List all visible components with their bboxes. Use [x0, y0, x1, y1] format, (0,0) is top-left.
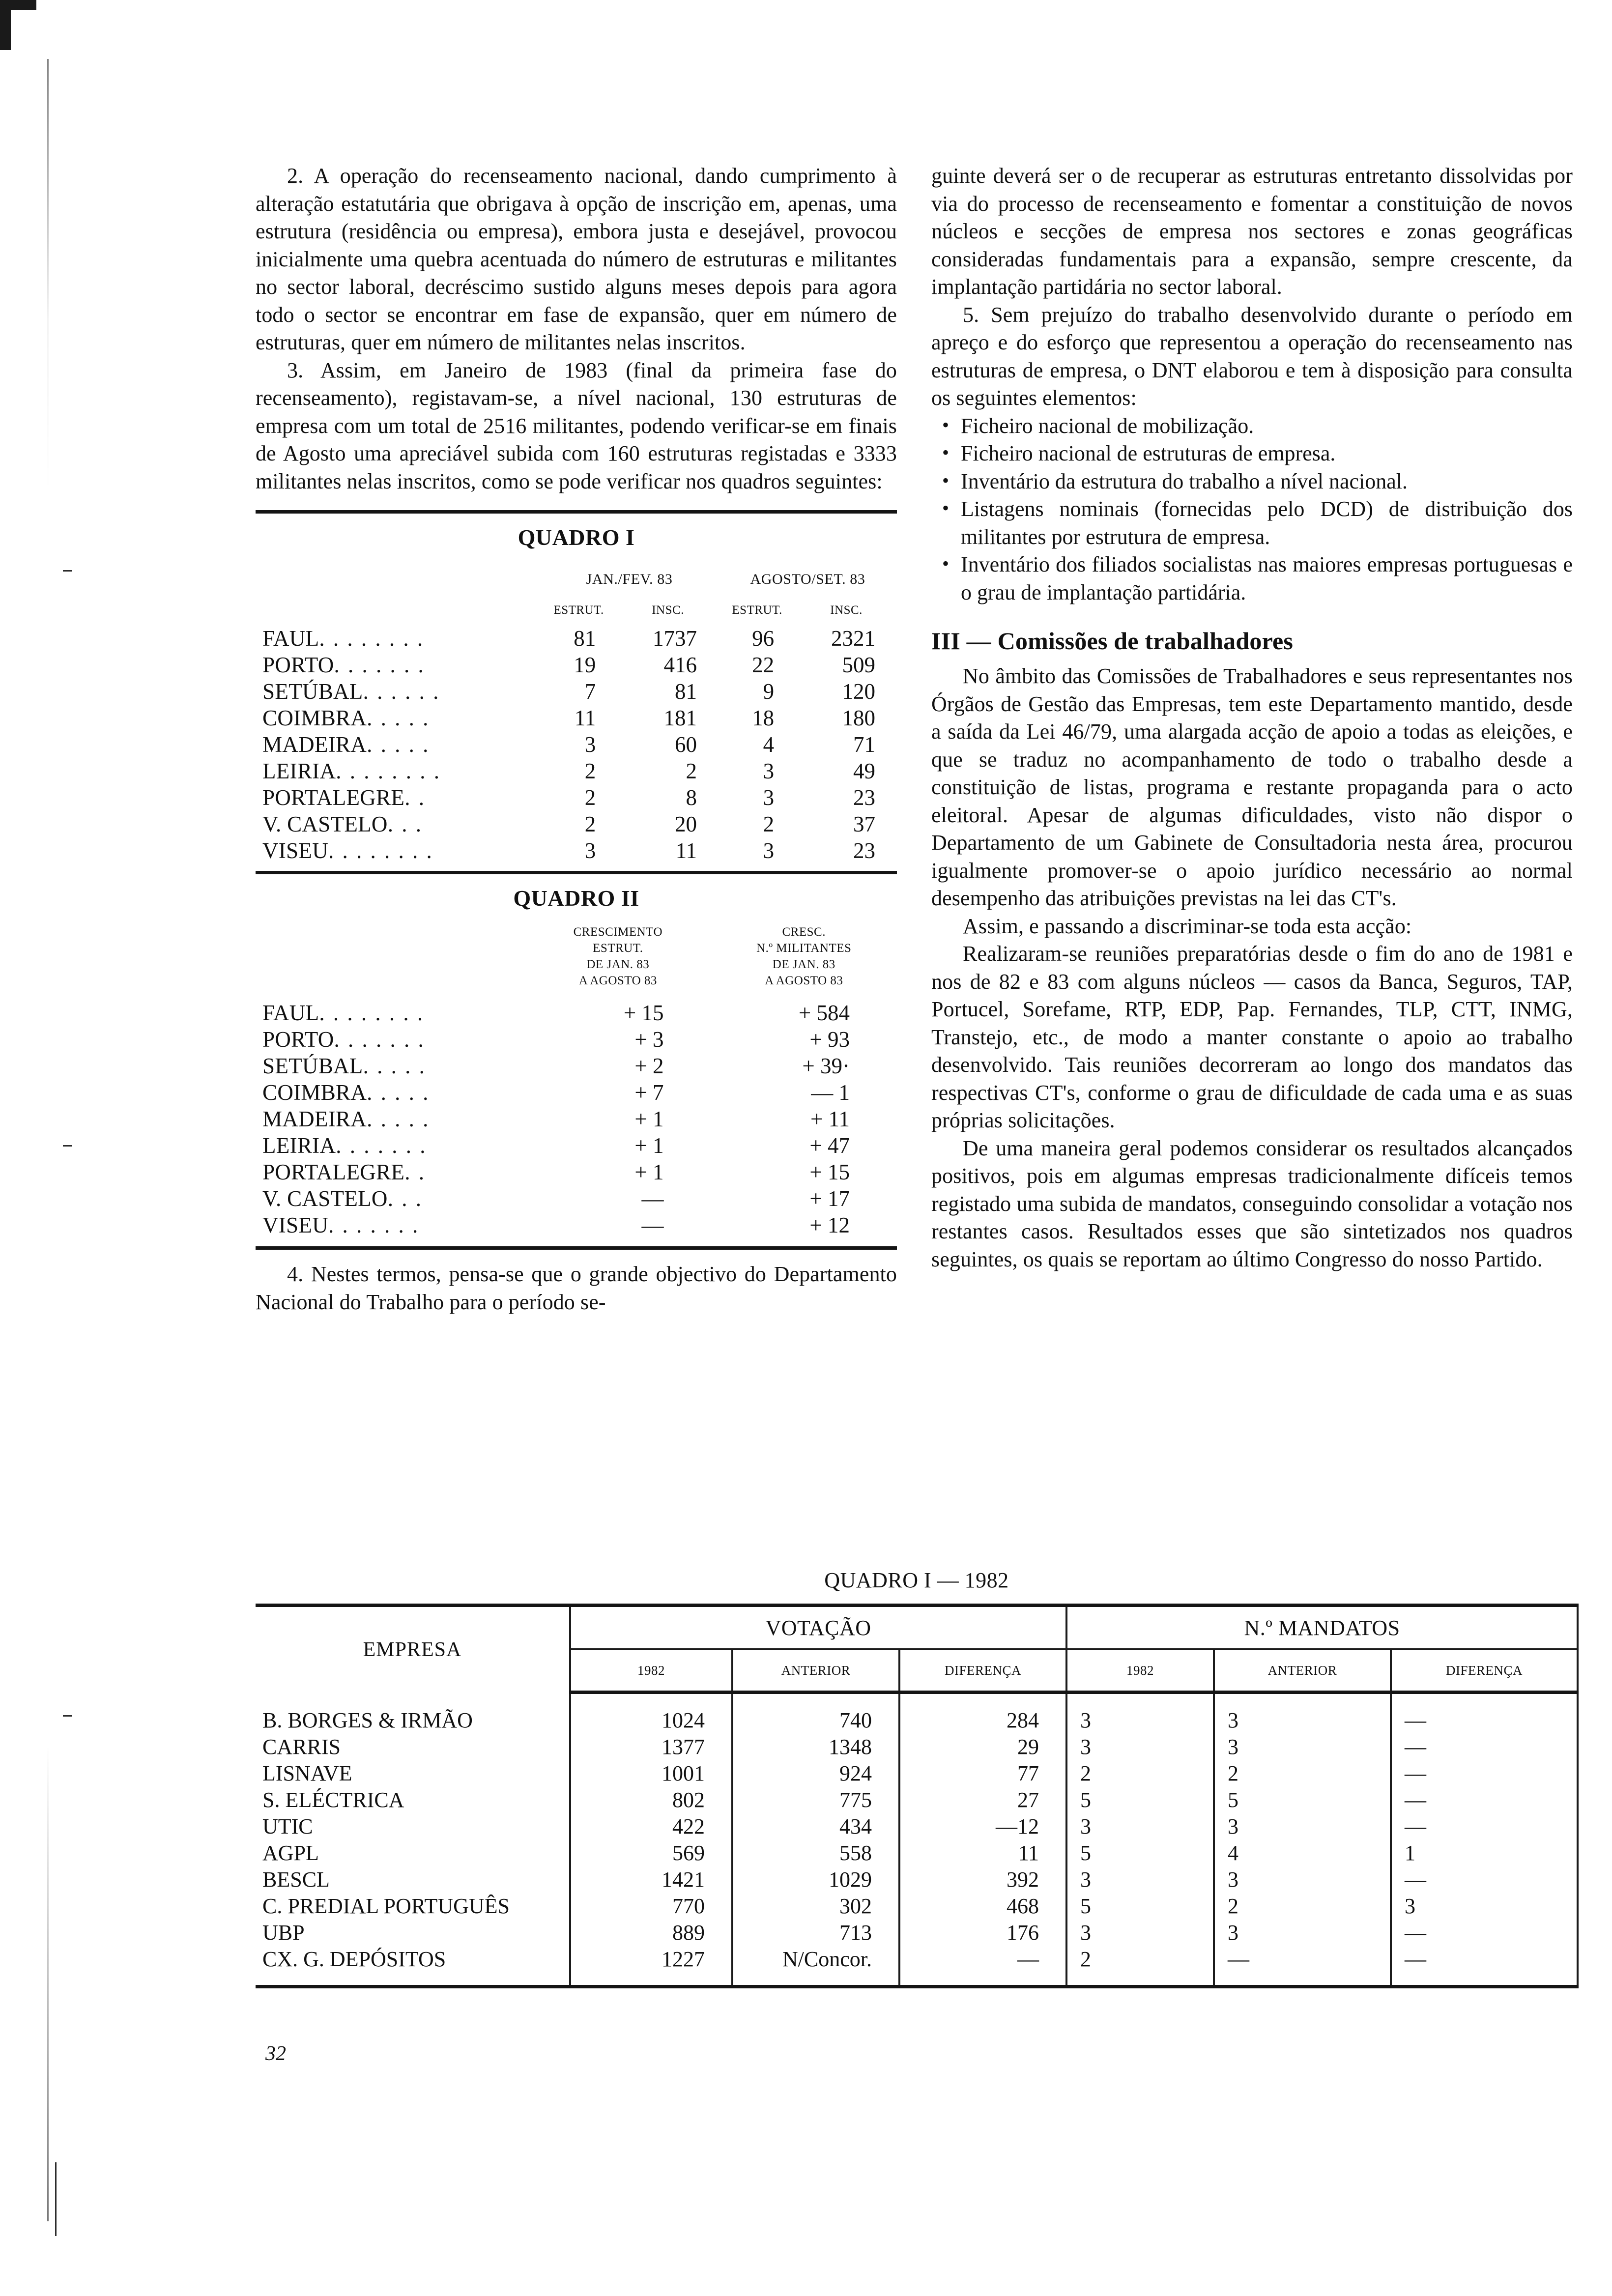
left-column	[256, 162, 897, 1316]
row-label: SETÚBAL	[262, 1054, 363, 1078]
cell-empresa: C. PREDIAL PORTUGUÊS	[262, 1894, 510, 1918]
table-row	[256, 1946, 1578, 1972]
cell-ago-estrut: 96	[752, 626, 775, 651]
cell-man-1982: 2	[1066, 1946, 1214, 1972]
cell-cresc-militantes: + 584	[798, 1001, 850, 1025]
cell-vot-diferenca: 284	[899, 1707, 1066, 1733]
header-line: CRESCIMENTO	[573, 925, 663, 939]
table-row	[256, 1733, 1578, 1760]
cell-cresc-estrut: + 1	[634, 1160, 664, 1184]
cell-cresc-estrut: + 1	[634, 1107, 664, 1131]
table-row	[256, 1760, 1578, 1786]
quadro-1982-section	[256, 1568, 1578, 1988]
cell-vot-diferenca: 11	[899, 1839, 1066, 1866]
cell-cresc-militantes: + 47	[809, 1133, 850, 1158]
row-leader-dots: . . . . . . .	[334, 1027, 425, 1052]
quadro-i-sub-estrut-ago: ESTRUT.	[732, 603, 782, 617]
list-item: • Listagens nominais (fornecidas pelo DCD) de distribuição dos militantes por estrutura de empresa.	[931, 495, 1573, 551]
cell-cresc-estrut: + 2	[634, 1054, 664, 1078]
table-row	[256, 1839, 1578, 1866]
table-row	[256, 1000, 897, 1026]
cell-man-1982: 5	[1066, 1839, 1214, 1866]
cell-cresc-estrut: + 7	[634, 1080, 664, 1105]
cell-jan-estrut: 3	[584, 732, 596, 757]
table-row	[256, 1866, 1578, 1893]
cell-empresa: LISNAVE	[262, 1761, 352, 1785]
cell-cresc-militantes: + 39·	[802, 1054, 850, 1078]
table-row	[256, 811, 897, 837]
cell-jan-estrut: 2	[584, 785, 596, 810]
row-label: LEIRIA	[262, 1133, 336, 1158]
row-leader-dots: . . . . . . .	[328, 1213, 420, 1237]
row-label: VISEU	[262, 838, 328, 863]
quadro-1982-table	[256, 1604, 1579, 1988]
cell-vot-anterior: 1029	[732, 1866, 899, 1893]
row-label: VISEU	[262, 1213, 328, 1237]
cell-vot-1982: 1377	[570, 1733, 732, 1760]
scan-tick-mark	[63, 570, 72, 572]
header-line: DE JAN. 83	[586, 958, 650, 971]
cell-jan-insc: 81	[675, 679, 697, 704]
cell-cresc-estrut: + 1	[634, 1133, 664, 1158]
row-leader-dots: . . . . .	[367, 732, 430, 757]
cell-vot-anterior: 434	[732, 1813, 899, 1839]
header-sub-man-anterior: ANTERIOR	[1214, 1649, 1391, 1693]
cell-empresa: S. ELÉCTRICA	[262, 1787, 404, 1812]
scan-tick-mark	[55, 2162, 57, 2236]
cell-jan-insc: 2	[686, 759, 697, 783]
row-leader-dots: . . . . .	[367, 1107, 430, 1131]
row-leader-dots: . . .	[387, 1186, 423, 1211]
cell-ago-insc: 71	[853, 732, 875, 757]
row-leader-dots: . . . . . . . .	[319, 1001, 425, 1025]
cell-vot-1982: 1001	[570, 1760, 732, 1786]
quadro-i-table	[256, 510, 897, 874]
cell-vot-anterior: 740	[732, 1707, 899, 1733]
paragraph-5: 5. Sem prejuízo do trabalho desenvolvido durante o período em apreço e do esforço que representou a operação do recenseamento nas estruturas de empresa, o DNT elaborou e tem à disposição para consulta os seguintes elementos:	[931, 302, 1573, 410]
cell-vot-anterior: 302	[732, 1893, 899, 1919]
table-row	[256, 1919, 1578, 1946]
two-column-body	[256, 162, 1573, 1316]
row-leader-dots: . . . . . . . .	[336, 759, 441, 783]
cell-empresa: CARRIS	[262, 1734, 341, 1759]
header-sub-man-1982: 1982	[1066, 1649, 1214, 1693]
header-line: DE JAN. 83	[772, 958, 835, 971]
cell-jan-insc: 181	[663, 706, 697, 730]
table-row	[256, 652, 897, 678]
paragraph-4: 4. Nestes termos, pensa-se que o grande objectivo do Departamento Nacional do Trabalho para o período se-	[256, 1262, 897, 1314]
cell-jan-estrut: 7	[584, 679, 596, 704]
cell-ago-insc: 120	[842, 679, 875, 704]
quadro-ii-title: QUADRO II	[513, 886, 639, 911]
cell-jan-insc: 416	[663, 653, 697, 677]
cell-ago-estrut: 9	[763, 679, 775, 704]
paragraph-assim: Assim, e passando a discriminar-se toda esta acção:	[963, 914, 1412, 938]
cell-vot-diferenca: 176	[899, 1919, 1066, 1946]
header-group-votacao: VOTAÇÃO	[570, 1606, 1066, 1650]
cell-vot-1982: 889	[570, 1919, 732, 1946]
list-item: • Inventário dos filiados socialistas nas maiores empresas portuguesas e o grau de implantação partidária.	[931, 551, 1573, 606]
cell-jan-insc: 20	[675, 812, 697, 836]
list-item: • Ficheiro nacional de mobilização.	[931, 412, 1573, 440]
row-label: FAUL	[262, 1001, 319, 1025]
cell-vot-1982: 569	[570, 1839, 732, 1866]
header-line: CRESC.	[782, 925, 826, 939]
cell-vot-anterior: N/Concor.	[732, 1946, 899, 1972]
quadro-i-group-header-row	[256, 556, 897, 592]
cell-man-1982: 3	[1066, 1733, 1214, 1760]
scan-corner-mark	[0, 0, 36, 50]
cell-man-anterior: 2	[1214, 1893, 1391, 1919]
quadro-i-group-agosto: AGOSTO/SET. 83	[750, 571, 865, 587]
cell-empresa: UTIC	[262, 1814, 313, 1838]
table-row	[256, 1106, 897, 1132]
cell-ago-estrut: 18	[752, 706, 775, 730]
quadro-ii-title-row	[256, 878, 897, 913]
cell-man-1982: 3	[1066, 1707, 1214, 1733]
cell-vot-1982: 770	[570, 1893, 732, 1919]
cell-cresc-militantes: + 93	[809, 1027, 850, 1052]
cell-vot-anterior: 558	[732, 1839, 899, 1866]
row-label: PORTALEGRE	[262, 785, 405, 810]
table-bottom-rule	[256, 1246, 897, 1250]
cell-vot-anterior: 713	[732, 1919, 899, 1946]
row-label: LEIRIA	[262, 759, 336, 783]
cell-jan-estrut: 2	[584, 759, 596, 783]
header-sub-vot-anterior: ANTERIOR	[732, 1649, 899, 1693]
cell-jan-estrut: 11	[574, 706, 596, 730]
cell-ago-estrut: 2	[763, 812, 775, 836]
paragraph-3: 3. Assim, em Janeiro de 1983 (final da primeira fase do recenseamento), registavam-se, a nível nacional, 130 estruturas de empresa com um total de 2516 militantes, podendo verificar-se em finais de Agosto uma apreciável subida com 160 estruturas registadas e 3333 militantes nelas inscritos, como se pode verificar nos quadros seguintes:	[256, 358, 897, 493]
cell-man-1982: 3	[1066, 1919, 1214, 1946]
header-line: A AGOSTO 83	[578, 974, 657, 987]
table-row	[256, 1132, 897, 1159]
row-label: PORTALEGRE	[262, 1160, 405, 1184]
paragraph-ct-overview: No âmbito das Comissões de Trabalhadores e seus representantes nos Órgãos de Gestão das Empresas, tem este Departamento mantido, desde a saída da Lei 46/79, uma alargada acção de apoio a todas as eleições, e que se traduz no acompanhamento de todo o trabalho desde a constituição de listas, programa e restante propaganda para o acto eleitoral. Apesar de algumas dificuldades, visto não dispor o Departamento de um Gabinete de Consultadoria nesta área, procurou igualmente promover-se o apoio jurídico necessário ao normal desempenho das atribuições previstas na lei das CT's.	[931, 664, 1573, 910]
table-row	[256, 1026, 897, 1053]
quadro-ii-header-cresc-militantes	[711, 913, 897, 1000]
row-label: V. CASTELO	[262, 1186, 388, 1211]
header-group-mandatos: N.º MANDATOS	[1066, 1606, 1578, 1650]
row-leader-dots: . . . . . . .	[336, 1133, 427, 1158]
cell-jan-insc: 11	[675, 838, 697, 863]
table-row	[256, 784, 897, 811]
cell-man-1982: 2	[1066, 1760, 1214, 1786]
paragraph-reunioes: Realizaram-se reuniões preparatórias desde o fim do ano de 1981 e nos de 82 e 83 com alguns núcleos — casos da Banca, Seguros, TAP, Portucel, Sorefame, RTP, EDP, Pap. Fernandes, TLP, CTT, INMG, Transtejo, etc., de modo a manter constante o apoio ao trabalho desenvolvido. Tais reuniões decorreram ao longo dos mandatos das respectivas CT's, conforme o grau de dificuldade de cada uma e as suas próprias solicitações.	[931, 942, 1573, 1132]
row-leader-dots: . . . . .	[363, 1054, 426, 1078]
cell-jan-estrut: 81	[574, 626, 596, 651]
row-leader-dots: . .	[404, 1160, 426, 1184]
quadro-ii-table	[256, 878, 897, 1250]
cell-man-anterior: 3	[1214, 1733, 1391, 1760]
quadro-1982-group-header-row	[256, 1606, 1578, 1650]
cell-ago-estrut: 22	[752, 653, 775, 677]
cell-cresc-militantes: — 1	[811, 1080, 850, 1105]
table-row	[256, 1053, 897, 1079]
quadro-i	[256, 514, 897, 864]
cell-ago-insc: 37	[853, 812, 875, 836]
table-spacer-row	[256, 1972, 1578, 1987]
cell-vot-diferenca: 468	[899, 1893, 1066, 1919]
table-row	[256, 678, 897, 705]
quadro-i-sub-estrut-jan: ESTRUT.	[553, 603, 604, 617]
cell-empresa: BESCL	[262, 1867, 330, 1892]
table-row	[256, 1159, 897, 1185]
quadro-ii-header-crescimento-estrut	[525, 913, 711, 1000]
page-number: 32	[265, 2042, 286, 2065]
cell-cresc-estrut: —	[641, 1213, 664, 1237]
quadro-i-sub-insc-jan: INSC.	[652, 603, 684, 617]
table-row	[256, 837, 897, 864]
table-top-rule	[256, 510, 897, 514]
cell-man-anterior: 3	[1214, 1866, 1391, 1893]
list-item: • Ficheiro nacional de estruturas de empresa.	[931, 440, 1573, 468]
list-item: • Inventário da estrutura do trabalho a nível nacional.	[931, 468, 1573, 496]
table-row	[256, 1813, 1578, 1839]
cell-ago-estrut: 4	[763, 732, 775, 757]
right-column	[931, 162, 1573, 1316]
cell-ago-estrut: 3	[763, 838, 775, 863]
table-row	[256, 625, 897, 652]
paragraph-2: 2. A operação do recenseamento nacional, dando cumprimento à alteração estatutária que obrigava à opção de inscrição em, apenas, uma estrutura (residência ou empresa), embora justa e desejável, provocou inicialmente uma quebra acentuada do número de estruturas e militantes no sector laboral, decréscimo sustido alguns meses depois para agora todo o sector se encontrar em fase de expansão, quer em número de estruturas, quer em número de militantes nelas inscritos.	[256, 164, 897, 354]
table-row	[256, 1079, 897, 1106]
cell-cresc-estrut: —	[641, 1186, 664, 1211]
paragraph-resultados: De uma maneira geral podemos considerar os resultados alcançados positivos, pois em algumas empresas tradicionalmente difíceis temos registado uma subida de mandatos, conseguindo consolidar a votação nos restantes casos. Resultados esses que são sintetizados nos quadros seguintes, os quais se reportam ao último Congresso do nosso Partido.	[931, 1136, 1573, 1271]
cell-empresa: B. BORGES & IRMÃO	[262, 1708, 473, 1732]
row-leader-dots: . . . . .	[367, 1080, 430, 1105]
cell-vot-anterior: 924	[732, 1760, 899, 1786]
table-row	[256, 1786, 1578, 1813]
row-label: COIMBRA	[262, 706, 367, 730]
cell-ago-insc: 23	[853, 838, 875, 863]
cell-cresc-militantes: + 17	[809, 1186, 850, 1211]
cell-ago-insc: 23	[853, 785, 875, 810]
cell-vot-anterior: 1348	[732, 1733, 899, 1760]
header-line: N.º MILITANTES	[756, 942, 852, 955]
row-label: COIMBRA	[262, 1080, 367, 1105]
cell-man-1982: 5	[1066, 1786, 1214, 1813]
cell-man-1982: 3	[1066, 1813, 1214, 1839]
cell-man-anterior: —	[1214, 1946, 1391, 1972]
cell-vot-diferenca: —12	[899, 1813, 1066, 1839]
cell-vot-diferenca: —	[899, 1946, 1066, 1972]
cell-man-anterior: 3	[1214, 1919, 1391, 1946]
header-sub-vot-diferenca: DIFERENÇA	[899, 1649, 1066, 1693]
cell-cresc-militantes: + 11	[810, 1107, 850, 1131]
table-row	[256, 1212, 897, 1238]
cell-man-1982: 5	[1066, 1893, 1214, 1919]
cell-man-diferenca: —	[1391, 1786, 1578, 1813]
cell-ago-insc: 2321	[831, 626, 875, 651]
cell-man-anterior: 4	[1214, 1839, 1391, 1866]
cell-vot-diferenca: 392	[899, 1866, 1066, 1893]
cell-empresa: CX. G. DEPÓSITOS	[262, 1947, 446, 1971]
elements-bullet-list	[931, 412, 1573, 607]
row-leader-dots: . . . . . . . .	[319, 626, 425, 651]
cell-man-diferenca: —	[1391, 1760, 1578, 1786]
cell-cresc-militantes: + 12	[809, 1213, 850, 1237]
row-leader-dots: . . . . . .	[363, 679, 440, 704]
quadro-i-title-row	[256, 514, 897, 556]
row-leader-dots: . . . . .	[367, 706, 430, 730]
cell-jan-estrut: 2	[584, 812, 596, 836]
cell-vot-1982: 802	[570, 1786, 732, 1813]
cell-jan-insc: 1737	[653, 626, 697, 651]
quadro-i-title: QUADRO I	[518, 525, 635, 550]
section-heading-iii: III — Comissões de trabalhadores	[931, 627, 1294, 655]
cell-ago-estrut: 3	[763, 785, 775, 810]
row-label: PORTO	[262, 1027, 334, 1052]
quadro-i-subheader-row	[256, 592, 897, 625]
header-line: ESTRUT.	[593, 942, 643, 955]
cell-man-diferenca: 1	[1391, 1839, 1578, 1866]
table-bottom-rule	[256, 871, 897, 874]
cell-man-anterior: 2	[1214, 1760, 1391, 1786]
row-leader-dots: . . . . . . . .	[328, 838, 433, 863]
header-sub-vot-1982: 1982	[570, 1649, 732, 1693]
table-row	[256, 1185, 897, 1212]
header-empresa-label: EMPRESA	[363, 1638, 462, 1661]
table-row	[256, 731, 897, 758]
cell-jan-insc: 8	[686, 785, 697, 810]
cell-cresc-militantes: + 15	[809, 1160, 850, 1184]
cell-vot-anterior: 775	[732, 1786, 899, 1813]
cell-vot-diferenca: 77	[899, 1760, 1066, 1786]
cell-ago-insc: 509	[842, 653, 875, 677]
cell-man-diferenca: —	[1391, 1733, 1578, 1760]
cell-jan-insc: 60	[675, 732, 697, 757]
cell-ago-insc: 49	[853, 759, 875, 783]
quadro-i-sub-insc-ago: INSC.	[830, 603, 863, 617]
quadro-ii	[256, 878, 897, 1238]
quadro-1982-title: QUADRO I — 1982	[824, 1568, 1009, 1592]
cell-man-diferenca: —	[1391, 1813, 1578, 1839]
row-leader-dots: . . .	[387, 812, 423, 836]
table-row	[256, 1893, 1578, 1919]
cell-vot-1982: 1421	[570, 1866, 732, 1893]
row-label: FAUL	[262, 626, 319, 651]
cell-man-anterior: 3	[1214, 1707, 1391, 1733]
cell-man-diferenca: 3	[1391, 1893, 1578, 1919]
row-label: SETÚBAL	[262, 679, 363, 704]
cell-vot-diferenca: 29	[899, 1733, 1066, 1760]
cell-man-diferenca: —	[1391, 1866, 1578, 1893]
cell-ago-insc: 180	[842, 706, 875, 730]
cell-ago-estrut: 3	[763, 759, 775, 783]
paragraph-continuation: guinte deverá ser o de recuperar as estruturas entretanto dissolvidas por via do processo de recenseamento e fomentar a constituição de novos núcleos e secções de empresa nos sectores e zonas geográficas consideradas fundamentais para a expansão, sempre crescente, da implantação partidária no sector laboral.	[931, 164, 1573, 299]
scan-tick-mark	[63, 1145, 72, 1147]
scan-gutter-edge	[47, 59, 49, 2221]
cell-cresc-estrut: + 15	[623, 1001, 664, 1025]
cell-vot-1982: 422	[570, 1813, 732, 1839]
header-empresa-cell	[256, 1606, 570, 1693]
cell-man-diferenca: —	[1391, 1946, 1578, 1972]
cell-man-diferenca: —	[1391, 1919, 1578, 1946]
cell-man-1982: 3	[1066, 1866, 1214, 1893]
row-label: V. CASTELO	[262, 812, 388, 836]
header-sub-man-diferenca: DIFERENÇA	[1391, 1649, 1578, 1693]
cell-empresa: AGPL	[262, 1840, 319, 1865]
row-label: PORTO	[262, 653, 334, 677]
header-line: A AGOSTO 83	[765, 974, 843, 987]
table-spacer-row	[256, 1693, 1578, 1707]
cell-man-anterior: 3	[1214, 1813, 1391, 1839]
table-row	[256, 705, 897, 731]
row-label: MADEIRA	[262, 1107, 367, 1131]
scan-tick-mark	[63, 1715, 72, 1717]
quadro-ii-header-row	[256, 913, 897, 1000]
table-row	[256, 758, 897, 784]
quadro-i-group-jan: JAN./FEV. 83	[586, 571, 673, 587]
cell-vot-1982: 1227	[570, 1946, 732, 1972]
cell-vot-1982: 1024	[570, 1707, 732, 1733]
cell-man-anterior: 5	[1214, 1786, 1391, 1813]
cell-man-diferenca: —	[1391, 1707, 1578, 1733]
cell-cresc-estrut: + 3	[634, 1027, 664, 1052]
table-row	[256, 1707, 1578, 1733]
cell-jan-estrut: 3	[584, 838, 596, 863]
cell-vot-diferenca: 27	[899, 1786, 1066, 1813]
row-leader-dots: . .	[404, 785, 426, 810]
cell-empresa: UBP	[262, 1920, 305, 1945]
row-label: MADEIRA	[262, 732, 367, 757]
cell-jan-estrut: 19	[574, 653, 596, 677]
row-leader-dots: . . . . . . .	[334, 653, 425, 677]
